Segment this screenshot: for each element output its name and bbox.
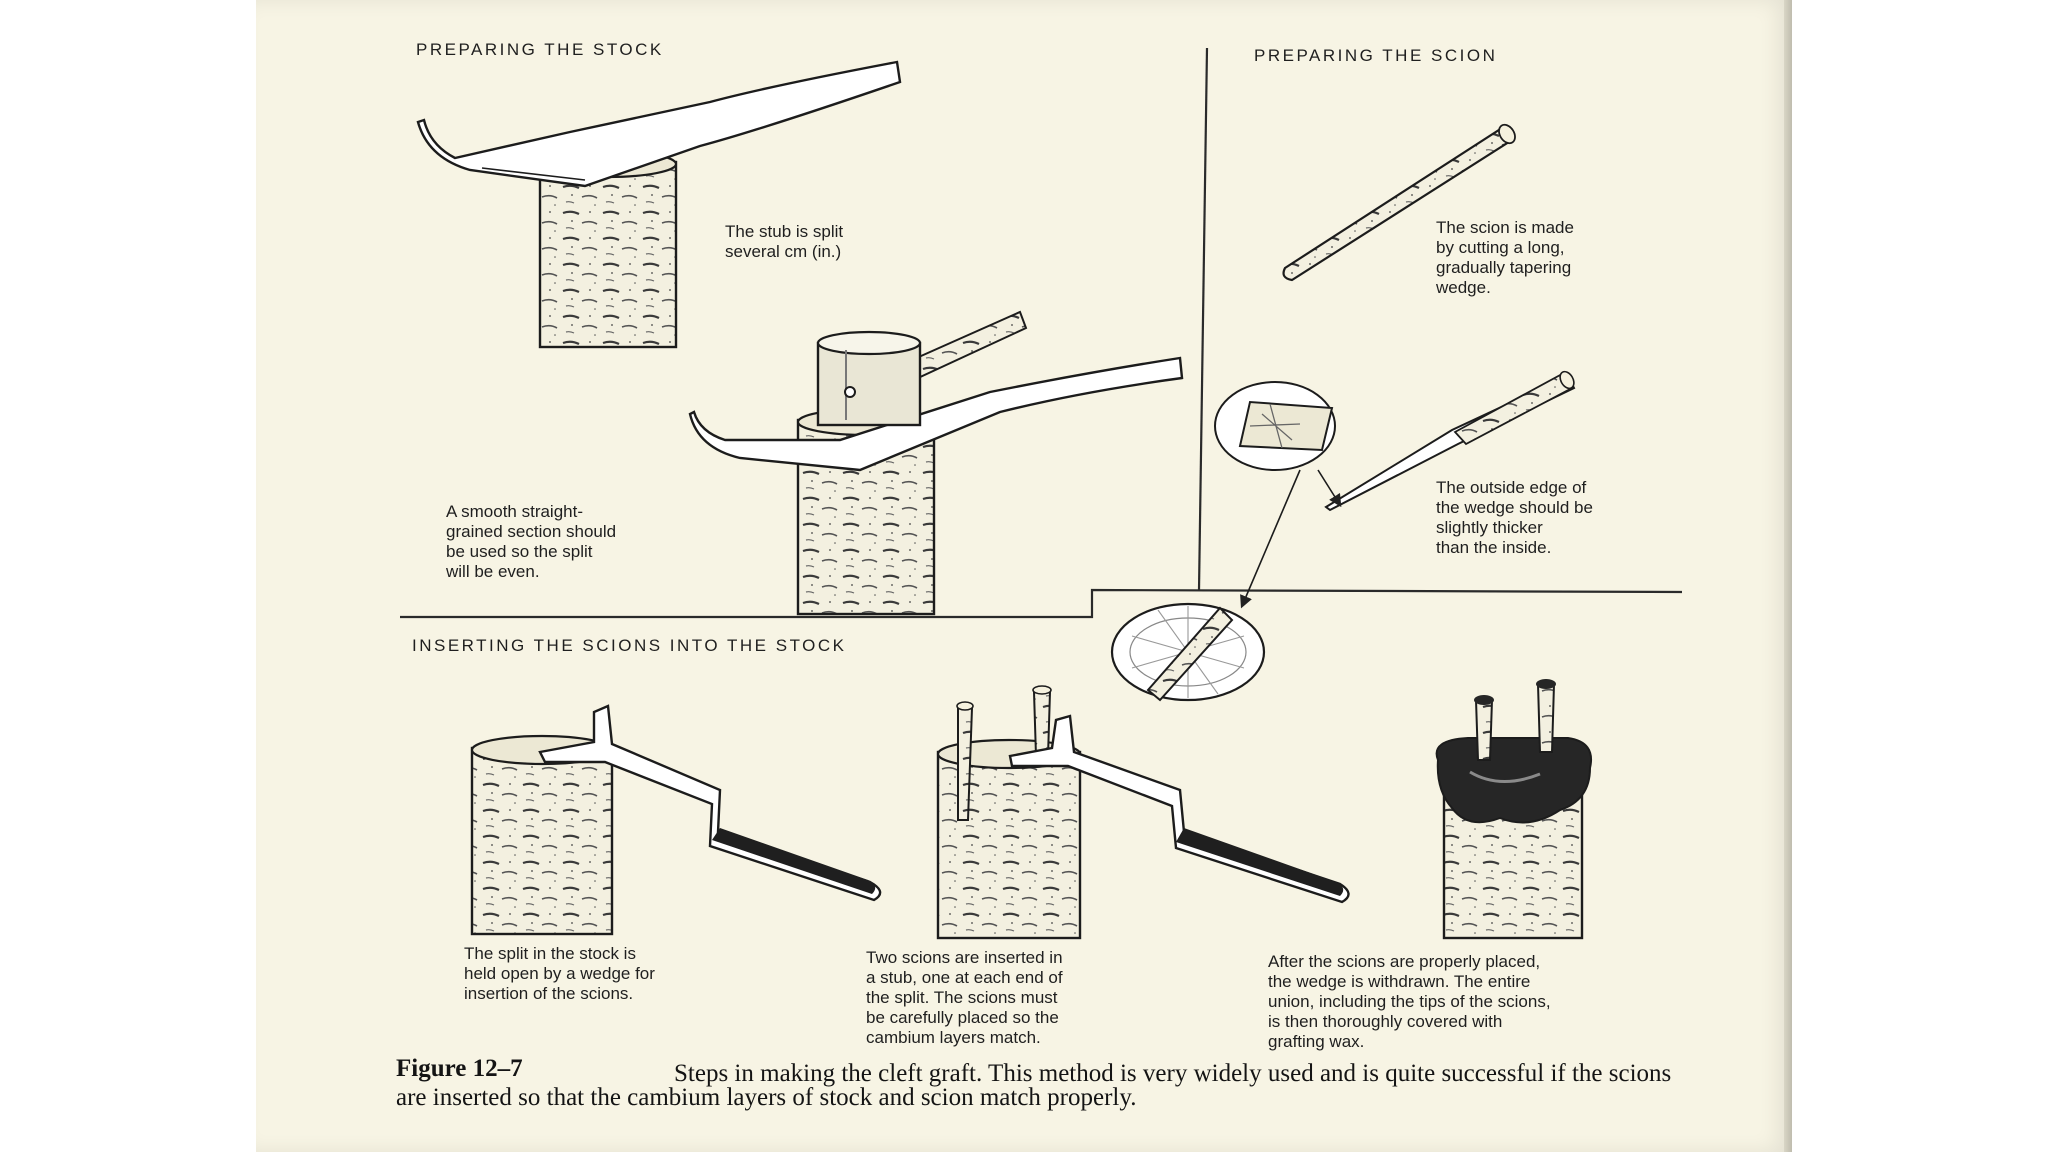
- stock-covered-with-wax: [1437, 679, 1591, 938]
- heading-inserting-scions: INSERTING THE SCIONS INTO THE STOCK: [412, 636, 847, 655]
- figure-caption: Steps in making the cleft graft. This method is very widely used and is quite successful if the scions are inserted so that the cambium layers of stock and scion match properly.: [396, 1060, 1672, 1111]
- label-stub-split: The stub is split several cm (in.): [725, 222, 844, 261]
- label-outside-edge: The outside edge of the wedge should be slightly thicker than the inside.: [1436, 478, 1593, 557]
- stub-with-mallet: [690, 312, 1182, 614]
- stock-with-wedge: [472, 706, 880, 934]
- label-split-held-open: The split in the stock is held open by a wedge for insertion of the scions.: [464, 944, 655, 1003]
- stub-with-cleaving-tool: [418, 62, 900, 347]
- stock-with-two-scions: [938, 686, 1349, 938]
- figure-number: Figure 12–7: [396, 1055, 523, 1082]
- label-two-scions: Two scions are inserted in a stub, one at each end of the split. The scions must be carefully placed so the cambium layers match.: [866, 948, 1063, 1047]
- label-after-placed: After the scions are properly placed, the wedge is withdrawn. The entire union, including the tips of the scions, is then thoroughly covered with grafting wax.: [1268, 952, 1551, 1051]
- wedge-cross-section-inset: [1215, 382, 1340, 606]
- label-scion-made: The scion is made by cutting a long, gradually tapering wedge.: [1436, 218, 1574, 297]
- stock-cross-section: [1112, 604, 1264, 700]
- heading-preparing-stock: PREPARING THE STOCK: [416, 40, 664, 59]
- label-smooth-section: A smooth straight- grained section should be used so the split will be even.: [446, 502, 617, 581]
- heading-preparing-scion: PREPARING THE SCION: [1254, 46, 1498, 65]
